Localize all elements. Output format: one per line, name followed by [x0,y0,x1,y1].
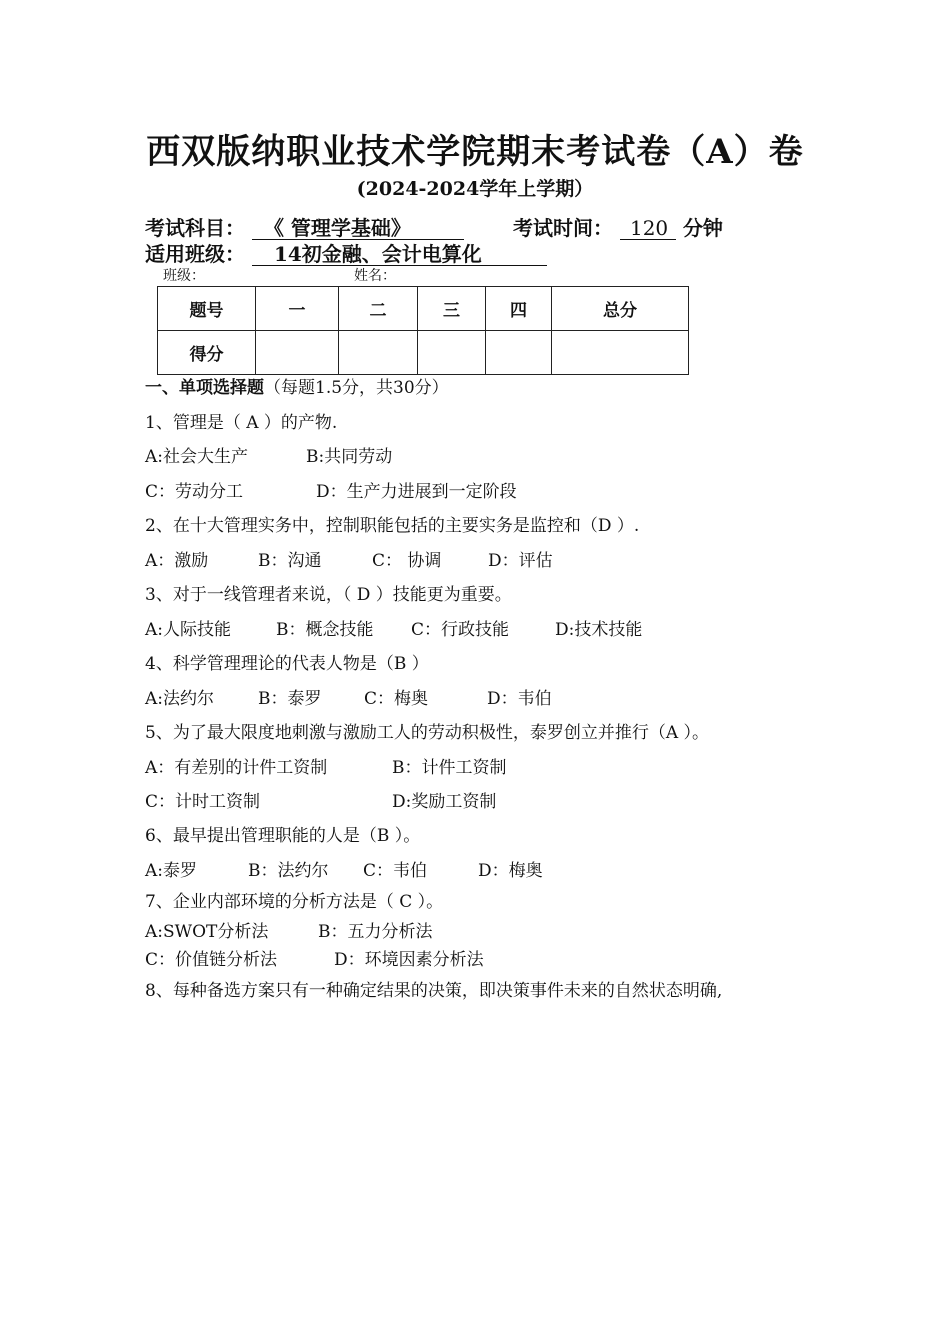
score-table-score-row [158,331,689,375]
option: D:技术技能 [555,620,643,640]
student-class-label: 班级： [163,268,205,284]
option: C：计时工资制 [145,792,261,812]
question-stem: 4、科学管理理论的代表人物是（B ） [145,654,429,674]
option-row [145,551,845,571]
section-heading [145,378,449,398]
option-row [145,792,845,812]
option: C：行政技能 [411,620,510,640]
question-stem: 7、企业内部环境的分析方法是（ C ）。 [145,892,444,912]
score-cell[interactable] [256,331,339,375]
option: C： 协调 [372,551,442,571]
time-unit: 分钟 [682,216,723,240]
option: A:法约尔 [145,689,215,709]
option: C：劳动分工 [145,482,244,502]
option: B：泰罗 [258,689,322,709]
option: B：沟通 [258,551,322,571]
score-header-cell: 二 [339,287,418,331]
option: A:人际技能 [145,620,232,640]
section-note: （每题1.5分，共30分） [264,378,449,398]
option-row [145,922,845,942]
score-header-cell: 四 [486,287,552,331]
page-subtitle: (2024-2024学年上学期） [356,178,594,200]
option: D：梅奥 [478,861,543,881]
option: C：价值链分析法 [145,950,278,970]
option: A:SWOT分析法 [145,922,269,942]
option-row [145,758,845,778]
score-header-cell: 一 [256,287,339,331]
score-table [157,286,689,375]
time-value: 120 [620,217,676,240]
question-stem: 2、在十大管理实务中，控制职能包括的主要实务是监控和（D ）. [145,516,640,536]
score-header-cell: 题号 [158,287,256,331]
time-label: 考试时间： [513,216,613,240]
option-row [145,620,845,640]
score-cell[interactable] [418,331,486,375]
question-stem: 3、对于一线管理者来说，（ D ）技能更为重要。 [145,585,512,605]
option: C：梅奥 [364,689,429,709]
question-stem: 1、管理是（ A ）的产物. [145,413,338,433]
subject-value: 《 管理学基础》 [252,217,464,240]
score-cell[interactable] [552,331,689,375]
class-value: 14初金融、会计电算化 [252,243,547,266]
time-line [513,212,723,241]
option: A:社会大生产 [145,447,249,467]
option: B：法约尔 [248,861,329,881]
option: D:奖励工资制 [392,792,497,812]
section-title: 一、单项选择题 [145,378,264,398]
option-row [145,447,845,467]
score-header-cell: 总分 [552,287,689,331]
option: B：概念技能 [276,620,374,640]
subject-line [145,212,464,241]
option-row [145,861,845,881]
option-row [145,950,845,970]
student-name-label: 姓名： [354,268,396,284]
score-cell[interactable] [486,331,552,375]
option: D：评估 [488,551,553,571]
option: A:泰罗 [145,861,198,881]
option: D：韦伯 [487,689,552,709]
subject-label: 考试科目： [145,216,245,240]
score-cell[interactable] [339,331,418,375]
question-stem: 8、每种备选方案只有一种确定结果的决策，即决策事件未来的自然状态明确, [145,981,723,1001]
option: D：生产力进展到一定阶段 [316,482,517,502]
page-title: 西双版纳职业技术学院期末考试卷（A）卷 [146,132,804,172]
option: B:共同劳动 [306,447,393,467]
option: D：环境因素分析法 [334,950,484,970]
option: A：有差别的计件工资制 [145,758,328,778]
class-line [145,238,547,267]
class-label: 适用班级： [145,242,245,266]
option: B：五力分析法 [318,922,433,942]
score-table-header-row [158,287,689,331]
option-row [145,482,845,502]
option: C：韦伯 [363,861,428,881]
option: B：计件工资制 [392,758,507,778]
score-header-cell: 三 [418,287,486,331]
question-stem: 5、为了最大限度地刺激与激励工人的劳动积极性，泰罗创立并推行（A ）。 [145,723,709,743]
question-stem: 6、最早提出管理职能的人是（B ）。 [145,826,421,846]
score-row-label: 得分 [158,331,256,375]
option-row [145,689,845,709]
option: A：激励 [145,551,209,571]
